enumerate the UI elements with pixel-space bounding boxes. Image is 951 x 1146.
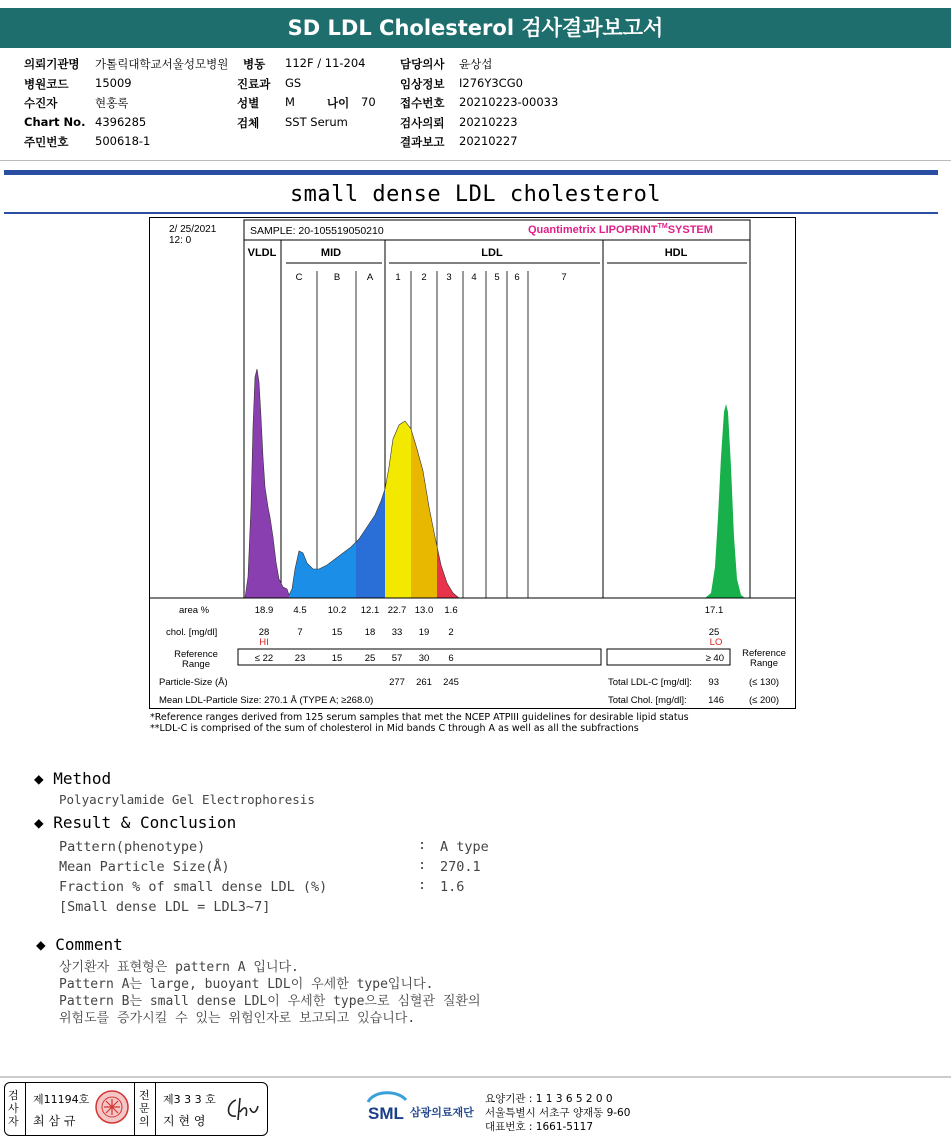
result-note: [Small dense LDL = LDL3~7] <box>59 899 271 915</box>
requested-label: 검사의뢰 <box>400 116 445 130</box>
area-value-hdl: 17.1 <box>704 605 724 616</box>
brand-label: Quantimetrix LIPOPRINT™SYSTEM <box>528 223 713 236</box>
age-label: 나이 <box>327 96 350 110</box>
resident-value: 500618-1 <box>95 134 151 148</box>
area-value: 22.7 <box>387 605 407 616</box>
dept-value: GS <box>285 76 302 90</box>
org-phone: 대표번호 : 1661-5117 <box>485 1121 594 1133</box>
specialist-name: 지 현 영 <box>163 1114 206 1128</box>
ward-label: 병동 <box>243 57 266 71</box>
band-label: 1 <box>395 272 401 283</box>
result-label-fraction: Fraction % of small dense LDL (%) <box>59 879 328 895</box>
band-label: 3 <box>446 272 452 283</box>
flag-hi: HI <box>259 637 269 648</box>
total-ldl-value: 93 <box>708 677 719 688</box>
sex-label: 성별 <box>237 96 260 110</box>
chol-row-label: chol. [mg/dl] <box>166 627 218 638</box>
flag-lo: LO <box>709 637 723 648</box>
hospital-code-label: 병원코드 <box>24 77 69 91</box>
sample-id: SAMPLE: 20-105519050210 <box>250 225 384 237</box>
official-seal-icon <box>94 1089 130 1125</box>
specimen-value: SST Serum <box>285 115 348 129</box>
divider <box>0 160 951 161</box>
area-row-label: area % <box>179 605 210 616</box>
range-label: Range <box>182 659 210 670</box>
group-label: MID <box>320 247 342 259</box>
mid-b-area <box>317 542 356 598</box>
clinical-info-label: 임상정보 <box>400 77 445 91</box>
report-title: SD LDL Cholesterol 검사결과보고서 <box>0 8 951 48</box>
reference-value: 30 <box>418 653 430 664</box>
band-label: C <box>295 272 303 283</box>
hospital-code-value: 15009 <box>95 76 132 90</box>
org-address: 서울특별시 서초구 양재동 9-60 <box>485 1107 631 1119</box>
tester-license: 제11194호 <box>33 1093 90 1106</box>
method-text: Polyacrylamide Gel Electrophoresis <box>59 792 315 807</box>
result-label-size: Mean Particle Size(Å) <box>59 859 230 875</box>
method-heading: ◆ Method <box>34 769 112 788</box>
age-value: 70 <box>361 95 376 109</box>
total-chol-ref: (≤ 200) <box>749 695 780 706</box>
reported-label: 결과보고 <box>400 135 445 149</box>
ldl1-area <box>385 421 411 598</box>
chart-date: 2/ 25/2021 <box>169 224 217 235</box>
particle-value: 245 <box>443 677 459 688</box>
accession-value: 20210223-00033 <box>459 95 559 109</box>
footer-divider <box>0 1076 951 1078</box>
group-label: LDL <box>481 247 503 259</box>
logo-text: SML <box>368 1104 404 1123</box>
band-label: 2 <box>421 272 427 283</box>
particle-value: 261 <box>416 677 432 688</box>
colon: : <box>418 837 427 853</box>
chol-value: 2 <box>448 627 454 638</box>
sex-value: M <box>285 95 295 109</box>
comment-line: Pattern A는 large, buoyant LDL이 우세한 type입니다. <box>59 977 434 992</box>
diamond-bullet-icon: ◆ <box>34 813 44 832</box>
reported-value: 20210227 <box>459 134 518 148</box>
org-name: 삼광의료재단 <box>410 1106 474 1119</box>
particle-label: Particle-Size (Å) <box>159 677 228 688</box>
requested-value: 20210223 <box>459 115 518 129</box>
section-rule-bottom <box>4 212 938 214</box>
area-value: 1.6 <box>444 605 458 616</box>
hdl-area <box>705 404 745 598</box>
total-chol-value: 146 <box>708 695 724 706</box>
chol-value: 15 <box>331 627 343 638</box>
chart-no-label: Chart No. <box>24 115 86 129</box>
range-label-hdl: Range <box>750 658 778 669</box>
colon: : <box>418 877 427 893</box>
reference-label-hdl: Reference <box>742 648 786 659</box>
mid-c-area <box>289 551 317 598</box>
reference-value: 15 <box>331 653 343 664</box>
mid-a-area <box>356 489 385 598</box>
chol-value: 28 <box>258 627 270 638</box>
section-title: small dense LDL cholesterol <box>289 182 662 207</box>
lipoprint-chart <box>149 217 796 709</box>
specialist-license: 제3 3 3 호 <box>163 1093 216 1106</box>
reference-value: ≤ 22 <box>254 653 274 664</box>
band-label: 7 <box>561 272 567 283</box>
footnote-1: *Reference ranges derived from 125 serum samples that met the NCEP ATPIII guidelines for desirable lipid status <box>150 712 689 723</box>
ldl3-area <box>437 546 459 598</box>
sml-logo-icon <box>364 1088 410 1124</box>
reference-value: 6 <box>448 653 454 664</box>
result-value-fraction: 1.6 <box>440 879 465 895</box>
diamond-bullet-icon: ◆ <box>34 769 44 788</box>
clinical-info-value: I276Y3CG0 <box>459 76 523 90</box>
colon: : <box>418 857 427 873</box>
comment-heading: ◆ Comment <box>36 935 123 954</box>
mean-size-label: Mean LDL-Particle Size: 270.1 Å (TYPE A; ≥268.0) <box>159 695 374 706</box>
comment-line: Pattern B는 small dense LDL이 우세한 type으로 심혈관 질환의 <box>59 994 481 1009</box>
specimen-label: 검체 <box>237 116 260 130</box>
dept-label: 진료과 <box>237 77 271 91</box>
area-value: 4.5 <box>293 605 307 616</box>
institution-label: 의뢰기관명 <box>24 57 80 71</box>
chol-value: 19 <box>418 627 430 638</box>
reference-value-hdl: ≥ 40 <box>705 653 724 664</box>
chart-time: 12: 0 <box>169 235 192 246</box>
result-label-pattern: Pattern(phenotype) <box>59 839 206 855</box>
reference-label: Reference <box>174 649 218 660</box>
ward-value: 112F / 11-204 <box>285 56 366 70</box>
band-label: B <box>333 272 341 283</box>
total-chol-label: Total Chol. [mg/dl]: <box>608 695 687 706</box>
doctor-label: 담당의사 <box>400 57 445 71</box>
band-label: 4 <box>471 272 477 283</box>
total-ldl-label: Total LDL-C [mg/dl]: <box>608 677 692 688</box>
doctor-value: 윤상섭 <box>459 57 493 71</box>
band-label: 6 <box>514 272 520 283</box>
result-value-pattern: A type <box>440 839 489 855</box>
band-label: A <box>366 272 374 283</box>
accession-label: 접수번호 <box>400 96 445 110</box>
patient-value: 현홍록 <box>95 96 129 110</box>
particle-value: 277 <box>389 677 405 688</box>
section-rule-top <box>4 170 938 175</box>
signature-icon <box>222 1094 262 1124</box>
chol-value: 7 <box>297 627 303 638</box>
area-value: 12.1 <box>360 605 380 616</box>
area-value: 18.9 <box>254 605 274 616</box>
reference-value: 25 <box>364 653 376 664</box>
reference-value: 23 <box>294 653 306 664</box>
comment-line: 상기환자 표현형은 pattern A 입니다. <box>59 960 299 975</box>
comment-line: 위험도를 증가시킬 수 있는 위험인자로 보고되고 있습니다. <box>59 1011 416 1026</box>
tester-name: 최 삼 규 <box>33 1114 76 1128</box>
area-value: 13.0 <box>414 605 434 616</box>
ldl2-area <box>411 429 437 598</box>
band-label: 5 <box>494 272 500 283</box>
org-code: 요양기관 : 1 1 3 6 5 2 0 0 <box>485 1093 613 1105</box>
total-ldl-ref: (≤ 130) <box>749 677 780 688</box>
chart-no-value: 4396285 <box>95 115 147 129</box>
group-label: HDL <box>664 247 688 259</box>
chol-value-hdl: 25 <box>708 627 720 638</box>
specialist-label: 전문의 <box>139 1089 150 1128</box>
patient-label: 수진자 <box>24 96 58 110</box>
chol-value: 18 <box>364 627 376 638</box>
diamond-bullet-icon: ◆ <box>36 935 46 954</box>
resident-label: 주민번호 <box>24 135 69 149</box>
result-heading: ◆ Result & Conclusion <box>34 813 237 832</box>
group-label: VLDL <box>247 247 277 259</box>
chol-value: 33 <box>391 627 403 638</box>
reference-value: 57 <box>391 653 403 664</box>
result-value-size: 270.1 <box>440 859 481 875</box>
institution-value: 가톨릭대학교서울성모병원 <box>95 57 229 71</box>
footnote-2: **LDL-C is comprised of the sum of cholesterol in Mid bands C through A as well as all the subfractions <box>150 723 639 734</box>
tester-label: 검사자 <box>8 1089 19 1128</box>
area-value: 10.2 <box>327 605 347 616</box>
